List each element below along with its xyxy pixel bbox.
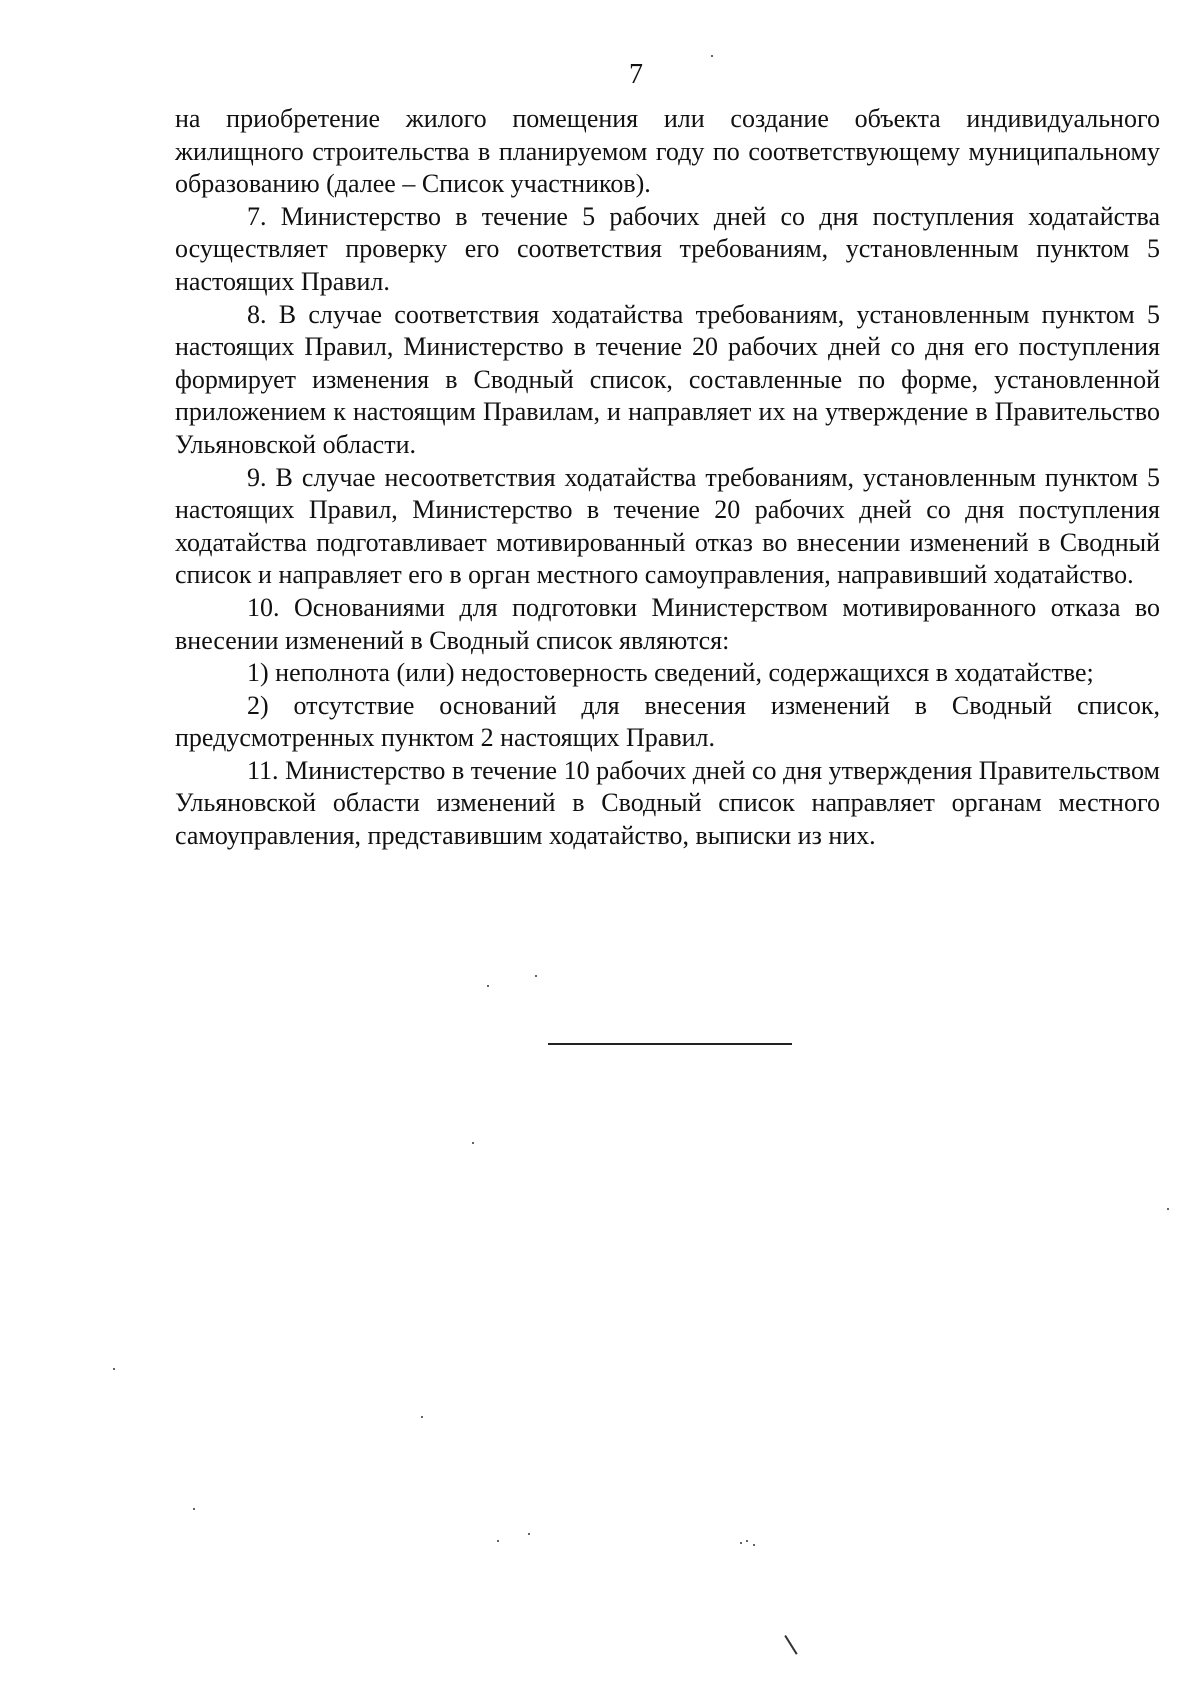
paragraph-continuation: на приобретение жилого помещения или создание объекта индивидуального жилищного строительства в планируемом году по соответствующему муниципальному образованию (далее – Список участников). [175, 104, 1160, 199]
scan-speck [740, 1542, 742, 1544]
scan-speck [472, 1142, 474, 1144]
scan-speck [1167, 1208, 1169, 1210]
scan-speck [421, 1416, 423, 1418]
document-body [175, 103, 1160, 853]
scan-speck [113, 1368, 115, 1370]
scan-speck [535, 975, 537, 977]
scan-speck [528, 1533, 530, 1535]
page-number: 7 [629, 59, 643, 90]
scan-speck [746, 1540, 748, 1542]
end-separator-line [548, 1043, 792, 1045]
scan-speck [753, 1544, 755, 1546]
paragraph-item-10-2: 2) отсутствие оснований для внесения изменений в Сводный список, предусмотренных пунктом 2 настоящих Правил. [175, 690, 1160, 753]
paragraph-item-8: 8. В случае соответствия ходатайства требованиям, установленным пунктом 5 настоящих Правил, Министерство в течение 20 рабочих дней со дня его поступления формирует изменения в Сводный список, составленные по форме, установленной приложением к настоящим Правилам, и направляет их на утверждение в Правительство Ульяновской области. [175, 299, 1160, 459]
scan-speck [711, 55, 713, 57]
scan-speck [497, 1540, 499, 1542]
paragraph-item-9: 9. В случае несоответствия ходатайства требованиям, установленным пунктом 5 настоящих Правил, Министерство в течение 20 рабочих дней со дня поступления ходатайства подготавливает мотивированный отказ во внесении изменений в Сводный список и направляет его в орган местного самоуправления, направивший ходатайство. [175, 462, 1160, 590]
paragraph-item-10: 10. Основаниями для подготовки Министерством мотивированного отказа во внесении изменений в Сводный список являются: [175, 592, 1160, 655]
paragraph-item-10-1: 1) неполнота (или) недостоверность сведений, содержащихся в ходатайстве; [247, 658, 1094, 688]
scan-stroke [784, 1635, 797, 1654]
paragraph-item-7: 7. Министерство в течение 5 рабочих дней со дня поступления ходатайства осуществляет проверку его соответствия требованиям, установленным пунктом 5 настоящих Правил. [175, 201, 1160, 296]
scan-speck [487, 985, 489, 987]
scan-speck [193, 1508, 195, 1510]
paragraph-item-11: 11. Министерство в течение 10 рабочих дней со дня утверждения Правительством Ульяновской области изменений в Сводный список направляет органам местного самоуправления, представившим ходатайство, выписки из них. [175, 755, 1160, 851]
